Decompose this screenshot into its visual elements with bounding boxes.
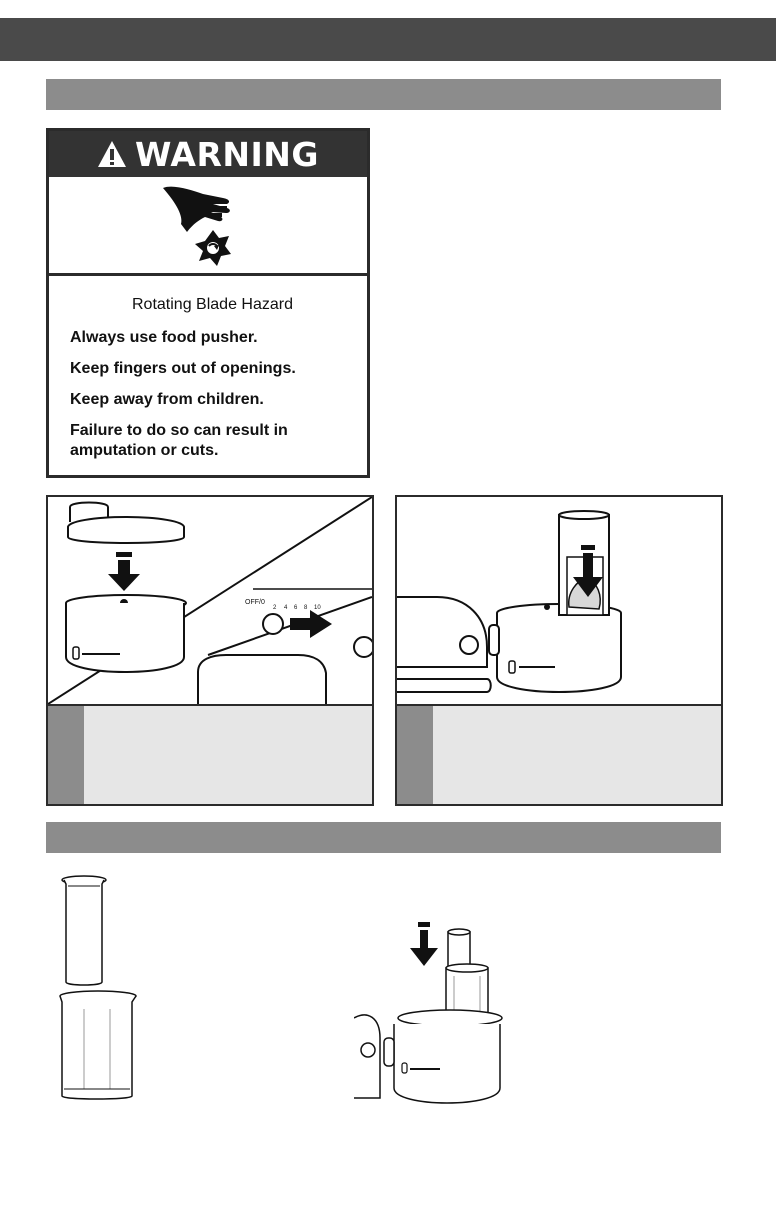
assembled-food-processor-illustration xyxy=(354,918,504,1110)
hand-and-rotating-blade-icon xyxy=(153,180,263,270)
dial-tick-label: 10 xyxy=(314,605,321,611)
food-pusher-parts-illustration xyxy=(54,874,144,1106)
dial-tick-label: 2 xyxy=(273,605,277,611)
step-2-number xyxy=(397,706,433,806)
warning-header xyxy=(49,131,367,177)
warning-triangle-icon xyxy=(97,140,127,168)
section-title-bar-2 xyxy=(46,822,721,853)
warning-line: Keep away from children. xyxy=(70,391,264,408)
step-1-number xyxy=(48,706,84,806)
step-panel-2 xyxy=(395,495,723,806)
warning-line: Keep fingers out of openings. xyxy=(70,360,296,377)
step-1-illustration xyxy=(48,497,372,704)
warning-text xyxy=(49,276,367,461)
hazard-title: Rotating Blade Hazard xyxy=(132,296,293,313)
step-2-illustration xyxy=(397,497,721,704)
section-title-bar-1 xyxy=(46,79,721,110)
step-2-caption xyxy=(397,704,721,806)
step-1-caption xyxy=(48,704,372,806)
warning-heading: WARNING xyxy=(135,134,319,174)
dial-off-label: OFF/0 xyxy=(245,599,265,606)
warning-line: Failure to do so can result in amputation or cuts. xyxy=(70,422,288,459)
warning-label xyxy=(46,128,370,478)
warning-line: Always use food pusher. xyxy=(70,329,258,346)
dial-tick-label: 6 xyxy=(294,605,298,611)
step-panel-1 xyxy=(46,495,374,806)
warning-pictogram xyxy=(49,177,367,276)
page-header-bar xyxy=(0,18,776,61)
dial-tick-label: 4 xyxy=(284,605,288,611)
dial-tick-label: 8 xyxy=(304,605,308,611)
